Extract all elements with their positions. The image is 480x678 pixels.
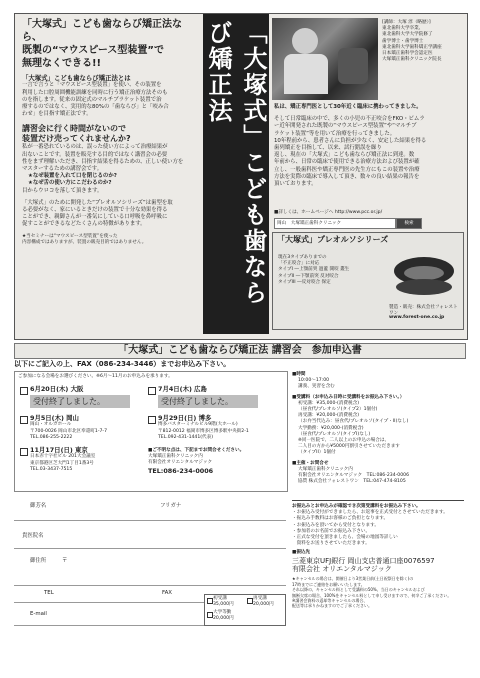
- payment-line: ・正式な受付を頂きましたら、会場の地図等詳しい: [292, 535, 398, 541]
- venue-place: 岡山・オルガホール: [30, 422, 72, 428]
- venue-addr: 〒812-0012 福岡市博多区博多駅中央街2-1: [158, 428, 249, 434]
- field-name-line[interactable]: [14, 520, 286, 521]
- mouthpiece-image: [391, 253, 457, 297]
- product-box: [272, 232, 464, 330]
- field-clinic-label: 貴医院名: [22, 533, 44, 539]
- vertical-title: 「大塚式」こども歯ならび矯正法: [204, 20, 268, 306]
- payment-line: ・お振込みを頂いてから受付となります。: [292, 522, 379, 528]
- section2-title: 装置だけ売ってくれませんか?: [22, 134, 131, 144]
- select-label: ご参加になる会場をお選びください。※6月〜11月のお申込みを承ります。: [18, 374, 173, 379]
- bio-line: 東北歯科大学卒業、: [382, 26, 424, 32]
- fee-first: 初受講 35,000円: [213, 596, 234, 608]
- section3-line: 促すことができるなどたくさんの特徴があります。: [22, 221, 146, 228]
- info-fee: （タイプII）1個付: [298, 450, 336, 456]
- field-fax-label: FAX: [162, 590, 172, 596]
- section1-line: 一言で言うと「マウスピース型装置」を使い、その装置を: [22, 82, 162, 89]
- lecturer-photo: [272, 18, 378, 100]
- section1-line: 療するのではなく、実用的な80%の「歯ならび」と「咬み合: [22, 104, 169, 111]
- product-line: 現在3タイプありまでの: [278, 255, 327, 260]
- info-fee-label: ■受講料（お申込み日時に受講料をお振込み下さい。）: [292, 394, 405, 400]
- venue-tokyo: [30, 446, 142, 473]
- info-host-label: ■主催・お問合せ: [292, 460, 329, 466]
- footnote: 内容構成ではありますが、装置の販売目的ではありません。: [22, 239, 147, 245]
- headline-2: 既製の“マウスピース型装置”で: [22, 45, 164, 56]
- cancel-note: 17時までにご連絡をお願いいたします。: [292, 581, 365, 587]
- info-fee: 二人目の方から¥5000円割引させていただきます: [298, 444, 400, 450]
- payment-line: 資料をお送りさせていただきます。: [292, 541, 370, 547]
- cancel-note: 配送等は承りかねますのでご了承ください。: [292, 603, 372, 609]
- venue-date: 9月5日(木) 岡山: [30, 414, 79, 422]
- info-fee: 初受講：¥35,000-(消費税含): [298, 400, 359, 406]
- search-button[interactable]: [396, 218, 422, 229]
- fee-options: [204, 594, 286, 626]
- maker-url: www.forest-one.co.jp: [389, 315, 445, 320]
- info-fee: 大学勤務：¥20,000-(消費税含): [298, 425, 364, 431]
- info-fee: 再受講：¥20,000-(消費税含): [298, 413, 359, 419]
- section1-title: 「大塚式」こども歯ならび矯正法とは: [22, 74, 131, 82]
- right-line: 頂いております。: [274, 181, 317, 188]
- homepage-label: ■詳しくは、ホームページへ http://www.pcc.or.jp/: [274, 210, 383, 215]
- right-line: 10年程前から、患者さんに負担が少なく、安定した結果を得る: [274, 137, 427, 144]
- payment-title: お振込みとお申込みが確認でき次第受講料をお振込み下さい。: [292, 504, 421, 509]
- right-line: 年前から、日常の臨床で使用できる治療方法および装置が確: [274, 159, 420, 166]
- form-title-bar: [14, 343, 466, 359]
- section3-line: ことができ、親御さんが一番気にしている口呼吸を鼻呼吸に: [22, 214, 168, 221]
- section1-line: わせ」を目指す矯正法です。: [22, 111, 92, 118]
- headline-1: 「大塚式」こども歯ならび矯正法なら、: [22, 19, 182, 43]
- right-line: 歯列矯正を目指して、以来、試行錯誤を繰り: [274, 145, 382, 152]
- bio-line: 歯学博士・歯学博士: [382, 38, 424, 44]
- cancel-note: それ以降の、キャンセル料として受講料の50%、当日のキャンセルおよび: [292, 587, 425, 593]
- venue-tel: TEL.03-3437-7515: [30, 466, 73, 472]
- field-kana-label: フリガナ: [160, 503, 182, 509]
- section2-line: 出ないことです。装置を販売する目的ではなく講習会の必要: [22, 151, 168, 158]
- payment-line: ・参加者のお名前でお振込み下さい。: [292, 528, 371, 534]
- bank-line: 三菱東京UFJ銀行 岡山支店普通口座0076597: [292, 556, 435, 565]
- right-line: 立し、一般歯科医や矯正専門医の先生方にもこの装置や治療: [274, 166, 420, 173]
- lecturer-bio: [382, 20, 466, 63]
- payment-block: [292, 504, 468, 609]
- product-line: タイプII ―下顎前突 反対咬合: [278, 273, 339, 279]
- right-line: 方法を実際の臨床で導入して頂き、数々の良い結果の報告を: [274, 173, 420, 180]
- section1-line: のを指します。従来の固定式のマルチブラケット装置で治: [22, 96, 162, 103]
- bullet: ★なぜ装置を入れて口を閉じるのか?: [28, 173, 117, 180]
- headline-3: 無理なくできる!!: [22, 58, 102, 69]
- venue-date: 9月29日(日) 博多: [158, 414, 212, 422]
- info-fee: （お弁当代込み：昼食代/プレオルソ(タイプ・II)なし): [298, 419, 409, 425]
- section3-line: 「大塚式」のために開発した“プレオルソシリーズ”は歯型を取: [22, 199, 173, 206]
- left-column: [22, 18, 200, 246]
- venue-addr: 〒700-0026 岡山市北区奉還町1-7-7: [30, 428, 108, 434]
- section1-line: 利用した口腔周囲機能訓練を同時に行う矯正治療方法そのも: [22, 89, 168, 96]
- right-intro: 私は、矯正専門医として30年近く臨床に携わってきました。: [274, 104, 422, 110]
- bio-line: 日本矯正歯科学会認定医: [382, 51, 433, 57]
- field-tel-label: TEL: [44, 590, 54, 596]
- venue-checkbox-tokyo[interactable]: [20, 448, 28, 456]
- info-divider: [292, 500, 464, 501]
- info-fee: ※同一医院で、二人以上のお申込の場合は、: [298, 438, 390, 444]
- bank-line: 有限会社 オリエンタルマジック: [292, 565, 392, 574]
- venue-okayama: [30, 414, 142, 441]
- bank-label: ■振込先: [292, 550, 311, 556]
- fee-repeat: 再受講 20,000円: [253, 596, 274, 608]
- venue-hakata: [158, 414, 284, 441]
- footnote: ★当セミナーは“マウスピース型装置”を使った: [22, 233, 118, 239]
- right-line: 返し、現在の「大塚式」こども歯ならび矯正法に到達。数: [274, 152, 415, 159]
- bio-line: 東北歯科大学大学院修了: [382, 32, 433, 38]
- info-fee: （昼食代/プレオルソ(タイプI)なし): [298, 431, 371, 437]
- info-time-label: ■時間: [292, 372, 306, 377]
- venue-date: 11月17日(日) 東京: [30, 446, 88, 454]
- info-time: 講義、実習を含む: [298, 384, 335, 390]
- search-label: 検索: [404, 221, 414, 226]
- contact-tel: TEL:086-234-0006: [148, 466, 214, 475]
- maker: 製造・販売：株式会社フォレストワン: [389, 305, 458, 317]
- info-host: 大塚矯正歯科クリニック内: [298, 466, 353, 472]
- contact-box: [148, 448, 284, 475]
- venue-checkbox-okayama[interactable]: [20, 416, 28, 424]
- product-desc: [278, 255, 388, 286]
- lecturer-label: [講師：大塚 淳（略歴）]: [382, 20, 431, 25]
- venue-status-osaka: 受付終了しました。: [30, 395, 130, 408]
- venue-tel: TEL.086-255-2222: [30, 434, 73, 440]
- venue-checkbox-hakata[interactable]: [148, 416, 156, 424]
- venue-status-hiroshima: 受付終了しました。: [158, 395, 258, 408]
- info-block: [292, 372, 468, 485]
- bullet: ★なぜ舌の使い方にこだわるのか?: [28, 180, 112, 187]
- section3-line: る必要がなく、家にいるときだけの装置で十分な効果を得る: [22, 207, 168, 214]
- field-address-line[interactable]: [14, 585, 286, 586]
- cancel-note: ★キャンセルの場合は、開催日より3営業日前(土日祝祭日を除く)の: [292, 576, 414, 582]
- section2-line: 性をまず理解いただき、目指す結果を得るための、正しい使い方を: [22, 158, 184, 165]
- info-host: 協賛 株式会社フォレストワン TEL:047-474-8105: [298, 479, 406, 485]
- venue-tel: TEL.092-431-1441(代表): [158, 434, 214, 440]
- venue-place: 日本赤十字社ビル 201大会議室: [30, 454, 96, 460]
- venue-checkbox-osaka[interactable]: [20, 387, 28, 395]
- vertical-title-band: [203, 14, 269, 334]
- section2-line: マスターするための講習会です。: [22, 166, 103, 173]
- field-clinic-line[interactable]: [14, 548, 286, 549]
- contact-note: ■ご不明な点は、下記までお問合せください。: [148, 448, 245, 453]
- venue-addr: 東京都港区芝大門1丁目1番3号: [30, 460, 94, 466]
- field-address-label: 御住所: [30, 558, 47, 564]
- right-line: そして日常臨床の中で、多くの小児の不正咬合をFKO・ビムラ: [274, 116, 425, 123]
- form-instruction: 以下にご記入の上、FAX（086-234-3446）までお申込み下さい。: [14, 360, 231, 368]
- field-name-label: 御芳名: [30, 503, 47, 509]
- right-text: [274, 104, 464, 188]
- field-email-label: E-mail: [30, 611, 47, 617]
- section2-line: 私が一番恐れているのは、誤った使い方によって治療結果が: [22, 144, 168, 151]
- payment-line: ・お振込み受付ができましたら、お返事を正式受付とさせていただきます。: [292, 510, 448, 516]
- contact-co: 有限会社オリエンタルマジック: [148, 460, 213, 466]
- product-line: タイプIII ―反対咬合 保定: [278, 279, 331, 285]
- info-time: 10:00〜17:00: [298, 378, 330, 384]
- section2-tail: 目からウロコを落して頂きます。: [22, 187, 103, 194]
- bio-line: 大塚矯正歯科クリニック院長: [382, 57, 442, 63]
- payment-line: ・振込み手数料はお客様のご負担となります。: [292, 516, 389, 522]
- right-line: ー近年開発された既製の“マウスピース型装置”や“マルチブ: [274, 123, 417, 130]
- cancel-note: 無断欠席の場合、100%をキャンセル料として申し受けますので、何卒ご了承ください。: [292, 592, 452, 598]
- bio-line: 東北歯科大学歯科矯正学講座: [382, 44, 442, 50]
- fee-univ: 大学等勤 20,000円: [213, 610, 234, 622]
- info-fee: （昼食代/プレオルソ(タイプ2）1個付): [298, 407, 378, 413]
- section2-title: 講習会に行く時間がないので: [22, 124, 126, 134]
- postal-mark: 〒: [62, 558, 68, 564]
- product-line: タイプI ―上顎前突 過蓋 開咬 叢生: [278, 267, 350, 273]
- venue-checkbox-hiroshima[interactable]: [148, 387, 156, 395]
- venue-place: 博多バスターミナルビル9階(大ホール): [158, 422, 238, 428]
- product-line: 「不正咬合」に対応: [278, 261, 320, 267]
- cancel-note: ※講習会資料の返却等キャンセルの場合、: [292, 598, 368, 604]
- info-host: 有限会社オリエンタルマジック TEL:086-234-0006: [298, 473, 409, 479]
- contact-org: 大塚矯正歯科クリニック内: [148, 454, 203, 460]
- clinic-name: 岡山 大塚矯正歯科クリニック: [277, 221, 342, 226]
- venue-date-hiroshima: 7月4日(木) 広島: [158, 385, 207, 393]
- form-title: 「大塚式」こども歯ならび矯正法 講習会 参加申込書: [118, 345, 362, 356]
- field-email-line[interactable]: [14, 625, 212, 626]
- right-line: ラケット装置”等を用いて治療を行ってきました。: [274, 130, 396, 137]
- product-title: 「大塚式」プレオルソシリーズ: [277, 235, 389, 244]
- clinic-search-box[interactable]: [274, 218, 396, 229]
- venue-date-osaka: 6月20日(木) 大阪: [30, 385, 84, 393]
